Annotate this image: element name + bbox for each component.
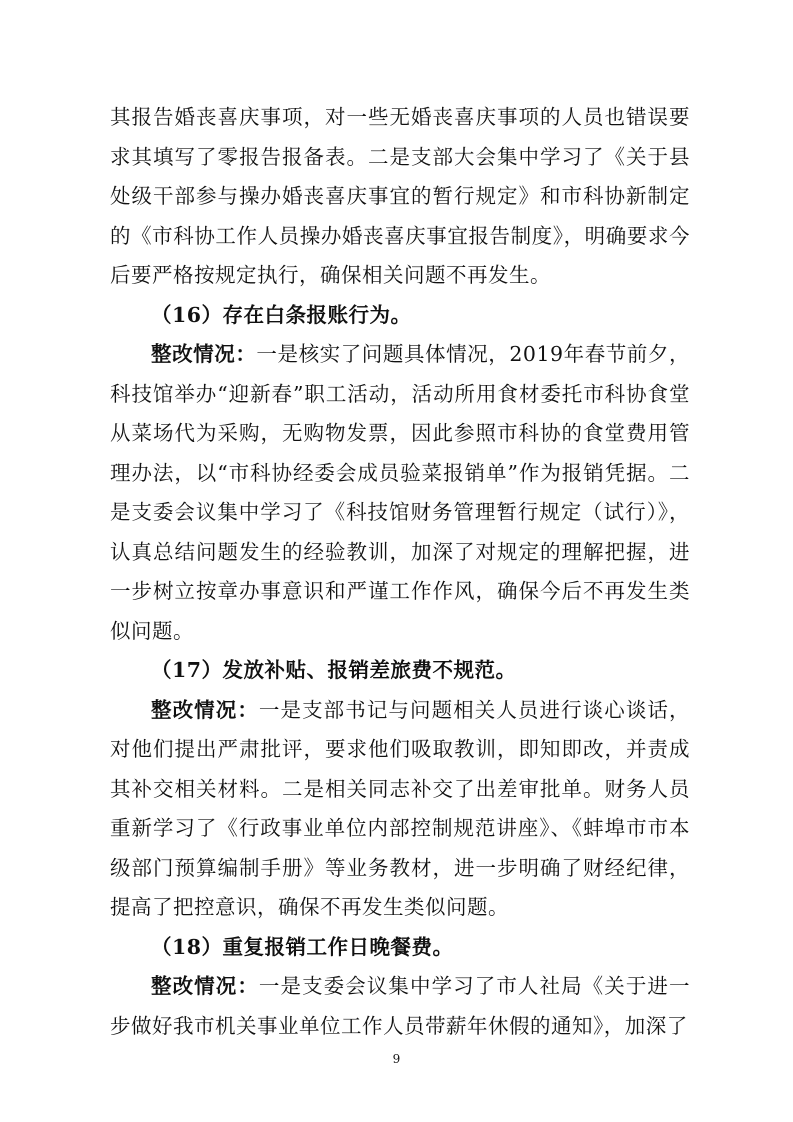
rectification-text: 一是支委会议集中学习了市人社局《关于进一步做好我市机关事业单位工作人员带薪年休假的通知》，加深了	[110, 974, 691, 1038]
rectification-lead-label: 整改情况：	[151, 697, 259, 722]
paragraph-continuation: 其报告婚丧喜庆事项，对一些无婚丧喜庆事项的人员也错误要求其填写了零报告报备表。二是支部大会集中学习了《关于县处级干部参与操办婚丧喜庆事宜的暂行规定》和市科协新制定的《市科协工作人员操办婚丧喜庆事宜报告制度》，明确要求今后要严格按规定执行，确保相关问题不再发生。	[110, 105, 690, 287]
section-heading-18: （18）重复报销工作日晚餐费。	[151, 934, 454, 959]
page-number: 9	[392, 1052, 401, 1066]
rectification-paragraph-16	[110, 335, 690, 651]
rectification-paragraph-17	[110, 691, 690, 928]
rectification-lead-label: 整改情况：	[151, 342, 257, 366]
rectification-lead-label: 整改情况：	[151, 974, 259, 998]
rectification-text: 一是核实了问题具体情况，2019年春节前夕，科技馆举办“迎新春”职工活动，活动所用食材委托市科协食堂从菜场代为采购，无购物发票，因此参照市科协的食堂费用管理办法，以“市科协经委会成员验菜报销单”作为报销凭据。二是支委会议集中学习了《科技馆财务管理暂行规定（试行）》，认真总结问题发生的经验教训，加深了对规定的理解把握，进一步树立按章办事意识和严谨工作作风，确保今后不再发生类似问题。	[110, 342, 691, 643]
section-heading-17: （17）发放补贴、报销差旅费不规范。	[151, 658, 517, 682]
document-body	[110, 98, 690, 1046]
rectification-text: 一是支部书记与问题相关人员进行谈心谈话，对他们提出严肃批评，要求他们吸取教训，即知即改，并责成其补交相关材料。二是相关同志补交了出差审批单。财务人员重新学习了《行政事业单位内部控制规范讲座》、《蚌埠市市本级部门预算编制手册》等业务教材，进一步明确了财经纪律，提高了把控意识，确保不再发生类似问题。	[110, 697, 691, 919]
section-heading-16: （16）存在白条报账行为。	[151, 302, 412, 327]
rectification-paragraph-18	[110, 967, 690, 1046]
